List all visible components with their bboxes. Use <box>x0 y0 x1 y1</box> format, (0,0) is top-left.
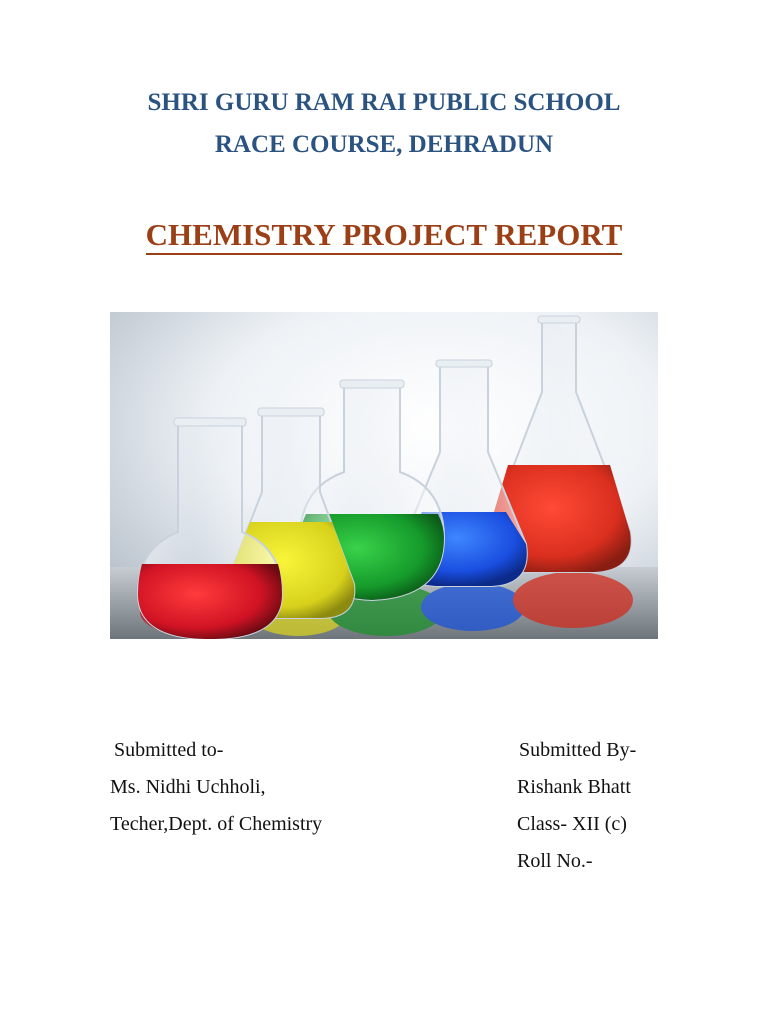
student-class: Class- XII (c) <box>517 813 627 835</box>
lab-flasks-image <box>110 312 658 639</box>
school-address: RACE COURSE, DEHRADUN <box>214 131 554 158</box>
teacher-designation: Techer,Dept. of Chemistry <box>110 813 323 835</box>
student-roll-number: Roll No.- <box>517 850 593 872</box>
school-name: SHRI GURU RAM RAI PUBLIC SCHOOL <box>147 89 621 116</box>
report-title <box>0 216 768 255</box>
submitted-by-label: Submitted By- <box>519 739 637 761</box>
submitted-to-label: Submitted to- <box>114 739 224 761</box>
report-title-text: CHEMISTRY PROJECT REPORT <box>146 217 623 255</box>
student-name: Rishank Bhatt <box>517 776 631 798</box>
teacher-name: Ms. Nidhi Uchholi, <box>110 776 266 798</box>
